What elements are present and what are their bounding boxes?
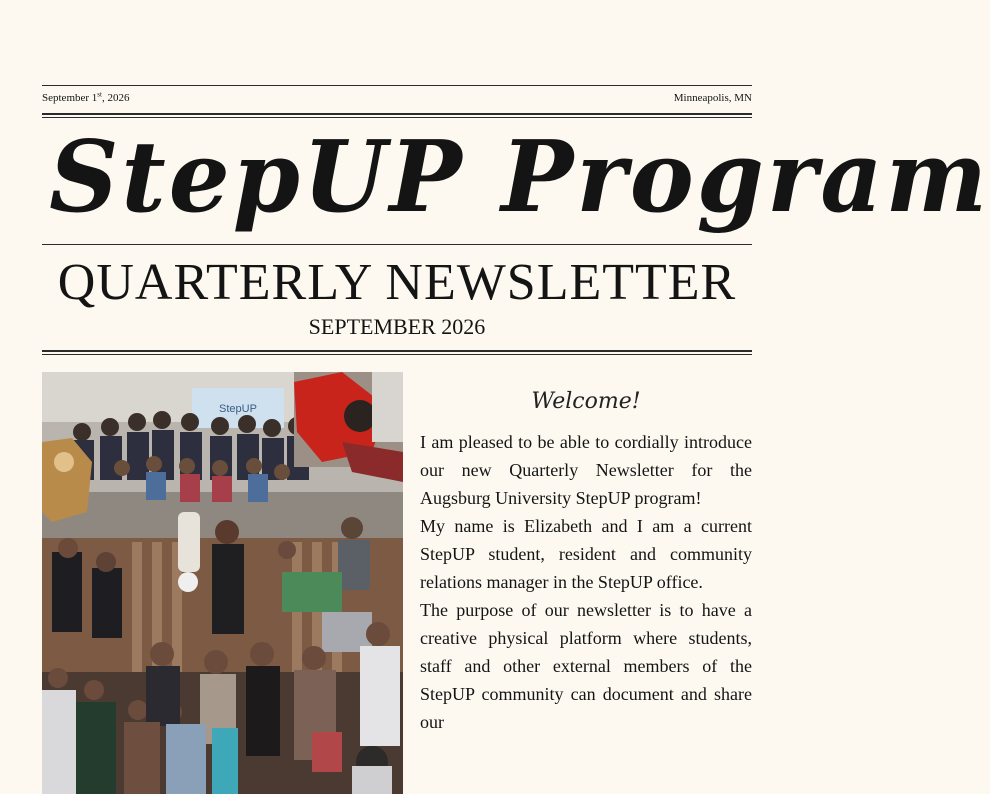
article-body <box>420 428 752 736</box>
top-rule <box>42 85 752 86</box>
issue-date-line: September 1st, 2026 <box>42 90 130 104</box>
welcome-heading: Welcome! <box>531 389 641 414</box>
article-paragraph: I am pleased to be able to cordially introduce our new Quarterly Newsletter for the Augsburg University StepUP program! <box>420 432 752 508</box>
location: Minneapolis, MN <box>673 92 752 104</box>
masthead-rule-top-2 <box>42 117 752 118</box>
section-rule-1 <box>42 350 752 352</box>
masthead-rule-top-1 <box>42 113 752 115</box>
newsletter-title: QUARTERLY NEWSLETTER <box>57 254 737 311</box>
newsletter-page <box>42 0 990 794</box>
masthead-rule-bottom <box>42 244 752 245</box>
issue-date: SEPTEMBER 2026 <box>308 314 486 339</box>
banner-text: StepUP <box>219 403 257 415</box>
masthead-title: StepUP Program <box>49 120 990 235</box>
photo-collage <box>42 372 403 794</box>
section-rule-2 <box>42 354 752 355</box>
article-paragraph: My name is Elizabeth and I am a current StepUP student, resident and community relations manager in the StepUP office. <box>420 516 752 592</box>
welcome-article <box>420 372 752 794</box>
dateline <box>42 90 752 106</box>
collage-image <box>42 372 403 794</box>
article-paragraph: The purpose of our newsletter is to have a creative physical platform where students, staff and other external members of the StepUP community can document and share our <box>420 600 752 732</box>
